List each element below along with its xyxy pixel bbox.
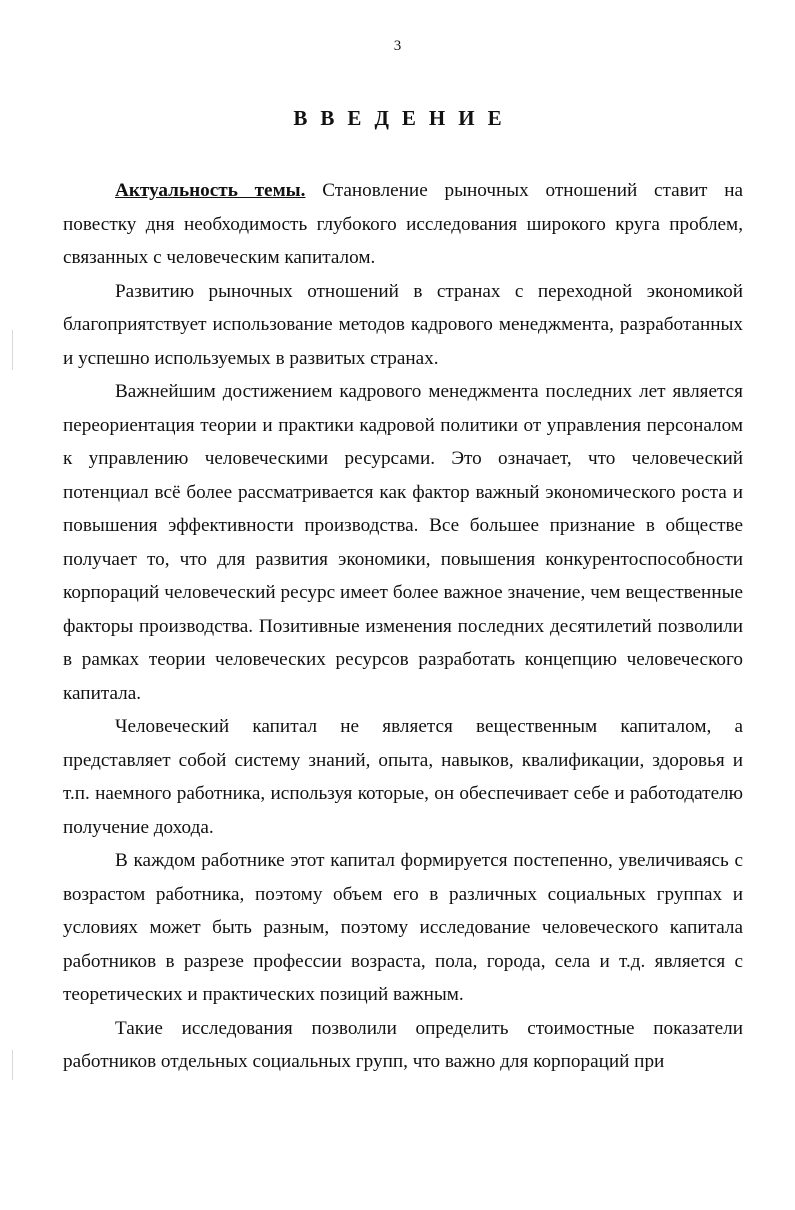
paragraph: В каждом работнике этот капитал формируется постепенно, увеличиваясь с возрастом работника, поэтому объем его в различных социальных группах и условиях может быть разным, поэтому исследование человеческого капитала работников в разрезе профессии возраста, пола, города, села и т.д. является с теоретических и практических позиций важным. bbox=[63, 850, 743, 1005]
paragraph: Развитию рыночных отношений в странах с переходной экономикой благоприятствует использование методов кадрового менеджмента, разработанных и успешно используемых в развитых странах. bbox=[63, 280, 743, 369]
scan-margin-line bbox=[12, 1050, 13, 1080]
paragraph-relevance bbox=[63, 174, 743, 275]
paragraph: Важнейшим достижением кадрового менеджмента последних лет является переориентация теории и практики кадровой политики от управления персоналом к управлению человеческими ресурсами. Это означает, что человеческий потенциал всё более рассматривается как фактор важный экономического роста и повышения эффективности производства. Все большее признание в обществе получает то, что для развития экономики, повышения конкурентоспособности корпораций человеческий ресурс имеет более важное значение, чем вещественные факторы производства. Позитивные изменения последних десятилетий позволили в рамках теории человеческих ресурсов разработать концепцию человеческого капитала. bbox=[63, 381, 743, 704]
scan-margin-line bbox=[12, 330, 13, 370]
page-number: 3 bbox=[393, 38, 402, 54]
section-heading: ВВЕДЕНИЕ bbox=[293, 106, 515, 130]
relevance-lead: Актуальность темы. bbox=[115, 180, 306, 201]
paragraph: Человеческий капитал не является вещественным капиталом, а представляет собой систему знаний, опыта, навыков, квалификации, здоровья и т.п. наемного работника, используя которые, он обеспечивает себе и работодателю получение дохода. bbox=[63, 716, 743, 838]
body-text bbox=[63, 174, 743, 1079]
paragraph: Такие исследования позволили определить стоимостные показатели работников отдельных социальных групп, что важно для корпораций при bbox=[63, 1017, 743, 1072]
paragraph-text: Становление рыночных отношений ставит на повестку дня необходимость глубокого исследования широкого круга проблем, связанных с человеческим капиталом. bbox=[63, 180, 743, 268]
